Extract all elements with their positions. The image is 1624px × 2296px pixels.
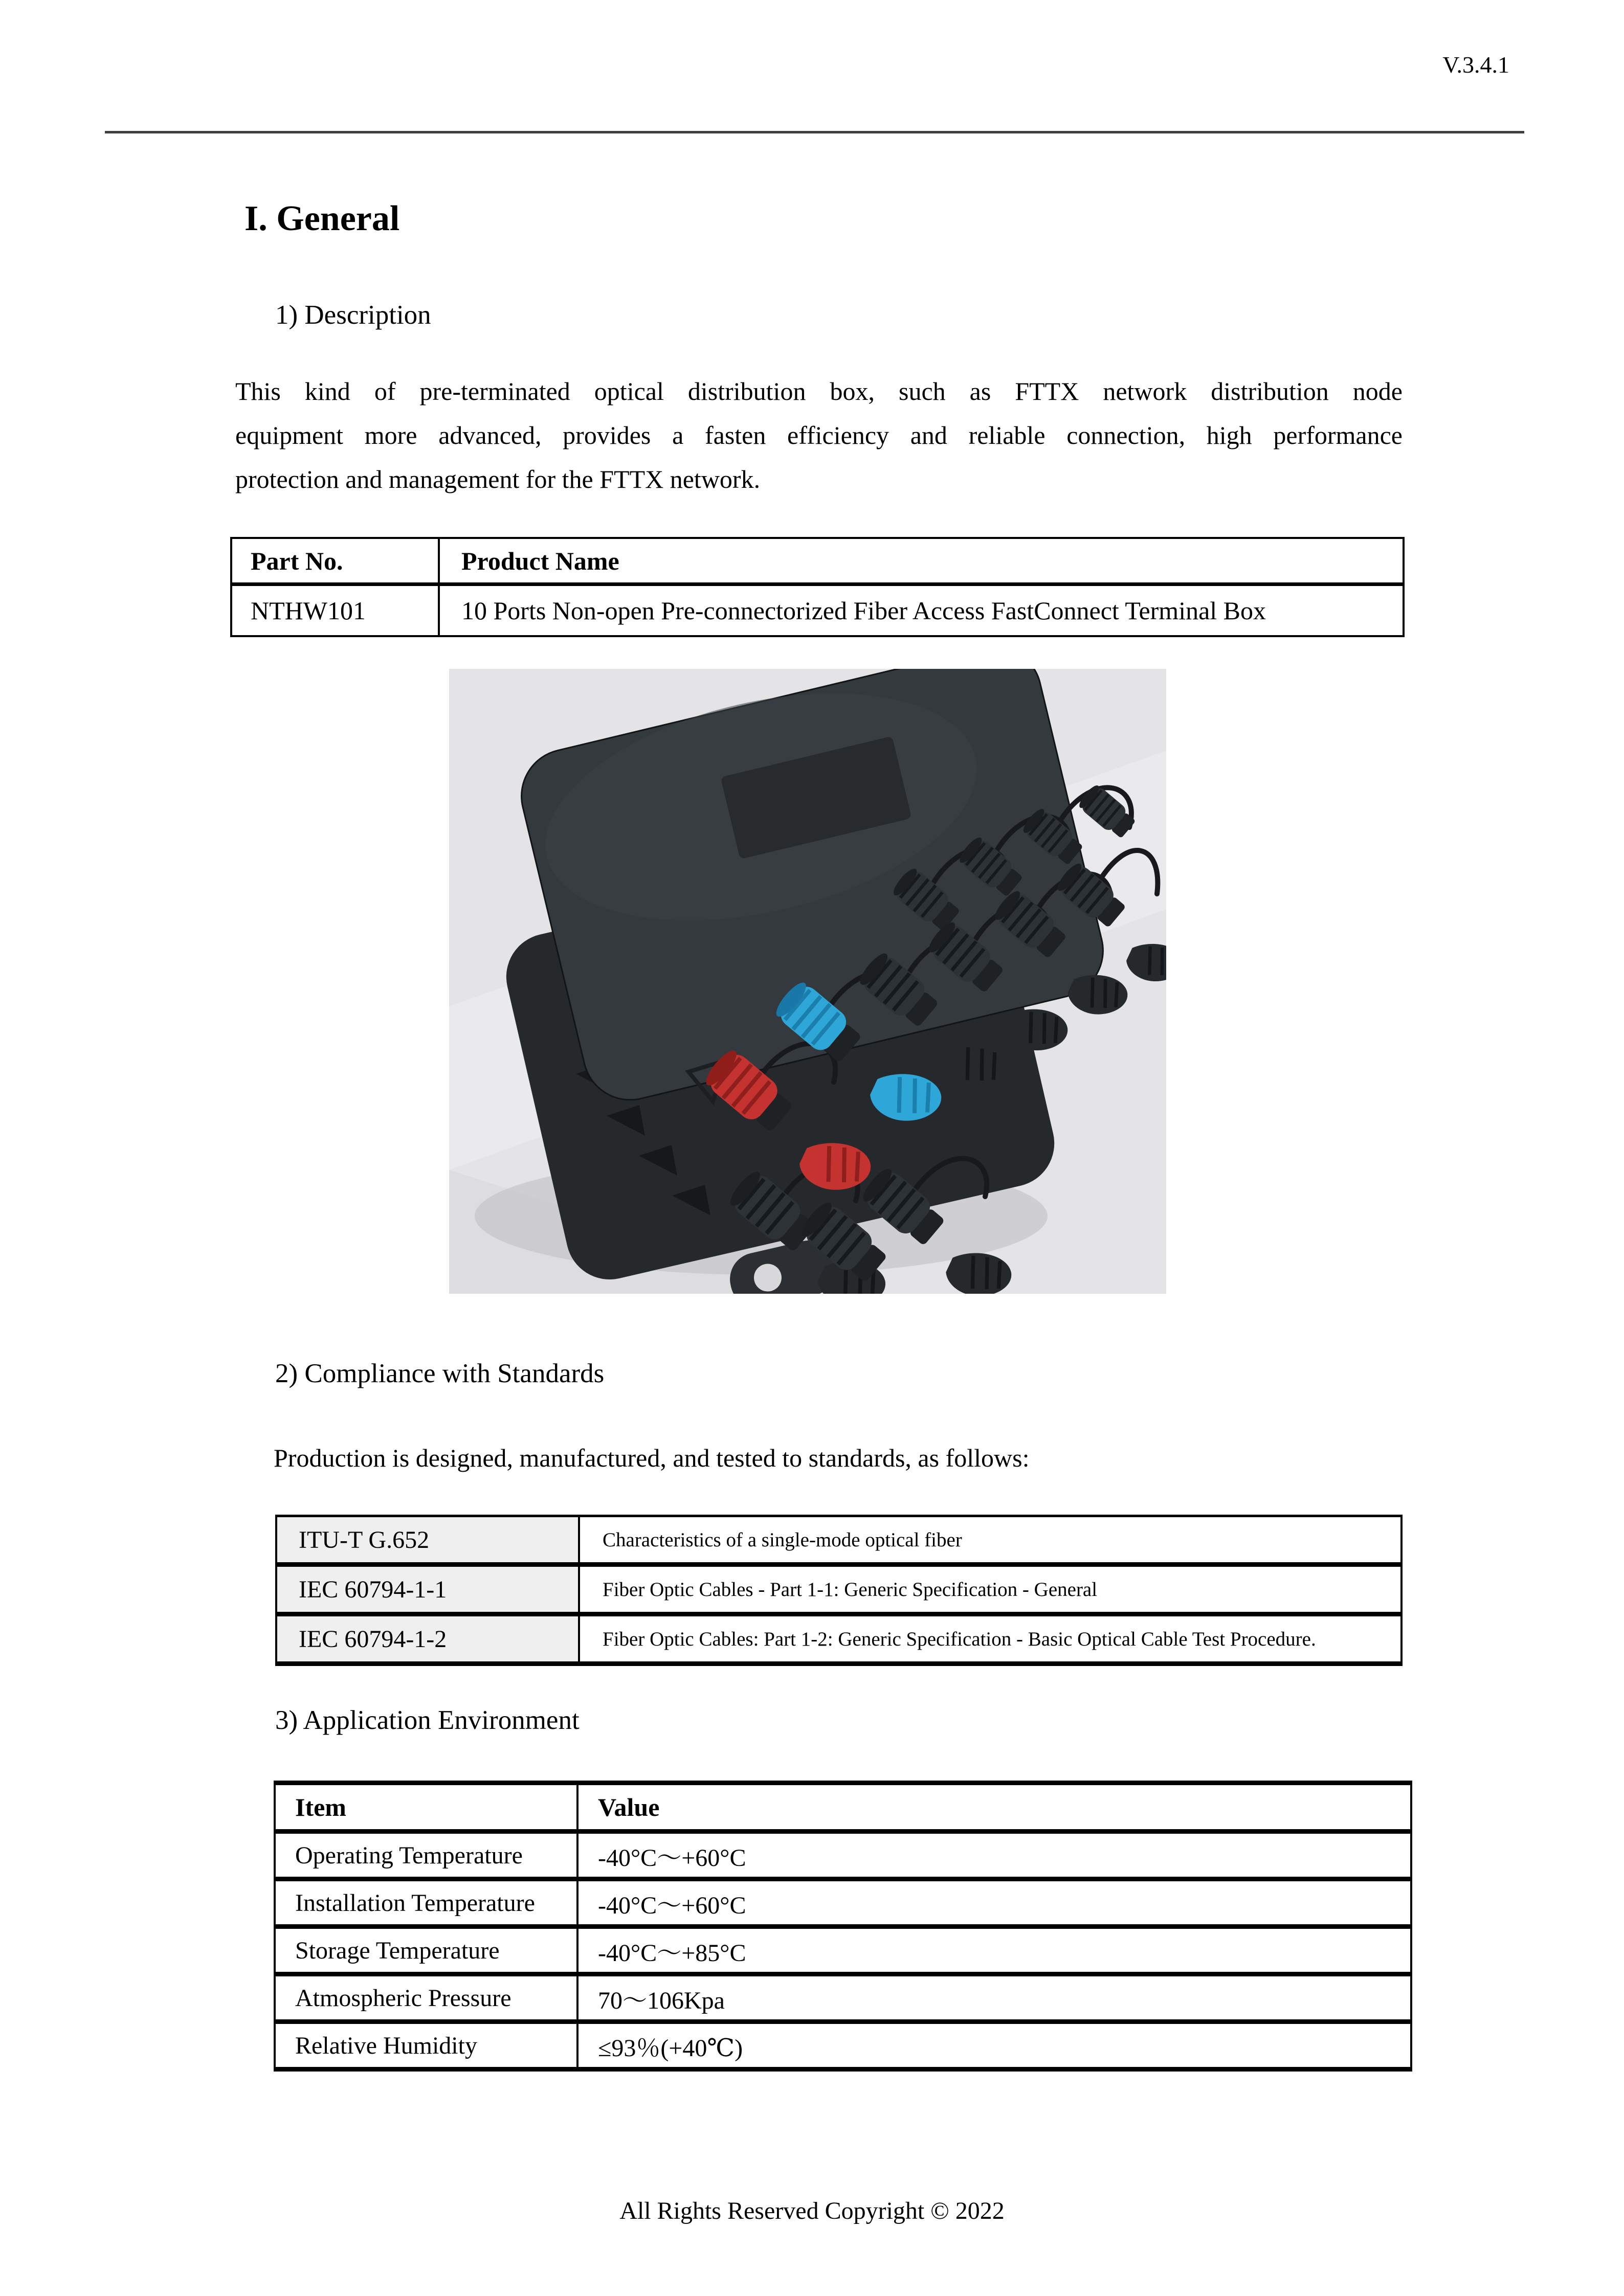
paragraph-line: equipment more advanced, provides a fasten efficiency and reliable connection, high performance bbox=[235, 421, 1403, 449]
standard-desc: Fiber Optic Cables - Part 1-1: Generic Specification - General bbox=[579, 1565, 1401, 1614]
standard-desc: Fiber Optic Cables: Part 1-2: Generic Specification - Basic Optical Cable Test Procedure. bbox=[579, 1614, 1401, 1664]
description-paragraph bbox=[235, 369, 1403, 501]
product-photo-figure bbox=[449, 669, 1166, 1294]
env-value: -40°C～+60°C bbox=[577, 1879, 1411, 1927]
compliance-heading: 2) Compliance with Standards bbox=[275, 1359, 605, 1388]
value-header: Value bbox=[577, 1783, 1411, 1832]
env-value: 70～106Kpa bbox=[577, 1974, 1411, 2022]
compliance-intro: Production is designed, manufactured, and tested to standards, as follows: bbox=[274, 1444, 1030, 1472]
env-value: ≤93％(+40℃) bbox=[577, 2022, 1411, 2069]
table-header-row bbox=[231, 538, 1404, 584]
env-value: -40°C～+85°C bbox=[577, 1927, 1411, 1974]
env-item: Storage Temperature bbox=[275, 1927, 577, 1974]
table-row bbox=[275, 1879, 1411, 1927]
product-table bbox=[230, 537, 1405, 637]
standard-code: IEC 60794-1-1 bbox=[276, 1565, 579, 1614]
table-header-row bbox=[275, 1783, 1411, 1832]
paragraph-line: This kind of pre-terminated optical distribution box, such as FTTX network distribution node bbox=[235, 377, 1403, 406]
product-photo bbox=[449, 669, 1166, 1294]
part-no-header: Part No. bbox=[231, 538, 439, 584]
description-heading: 1) Description bbox=[275, 300, 431, 330]
env-value: -40°C～+60°C bbox=[577, 1832, 1411, 1879]
env-item: Installation Temperature bbox=[275, 1879, 577, 1927]
table-row bbox=[276, 1565, 1401, 1614]
header-rule bbox=[105, 131, 1524, 133]
table-row bbox=[275, 1974, 1411, 2022]
paragraph-line: protection and management for the FTTX network. bbox=[235, 465, 761, 493]
copyright-footer: All Rights Reserved Copyright © 2022 bbox=[619, 2197, 1005, 2224]
part-no-cell: NTHW101 bbox=[231, 584, 439, 637]
environment-table bbox=[274, 1781, 1412, 2072]
table-row bbox=[276, 1516, 1401, 1565]
version-label: V.3.4.1 bbox=[1442, 52, 1509, 78]
product-name-cell: 10 Ports Non-open Pre-connectorized Fiber Access FastConnect Terminal Box bbox=[439, 584, 1404, 637]
environment-heading: 3) Application Environment bbox=[275, 1705, 580, 1735]
table-row bbox=[231, 584, 1404, 637]
table-row bbox=[275, 2022, 1411, 2069]
item-header: Item bbox=[275, 1783, 577, 1832]
env-item: Relative Humidity bbox=[275, 2022, 577, 2069]
section-title: I. General bbox=[244, 199, 400, 238]
standard-desc: Characteristics of a single-mode optical fiber bbox=[579, 1516, 1401, 1565]
env-item: Operating Temperature bbox=[275, 1832, 577, 1879]
table-row bbox=[275, 1927, 1411, 1974]
standard-code: ITU-T G.652 bbox=[276, 1516, 579, 1565]
standards-table bbox=[275, 1515, 1403, 1666]
product-name-header: Product Name bbox=[439, 538, 1404, 584]
standard-code: IEC 60794-1-2 bbox=[276, 1614, 579, 1664]
table-row bbox=[276, 1614, 1401, 1664]
env-item: Atmospheric Pressure bbox=[275, 1974, 577, 2022]
table-row bbox=[275, 1832, 1411, 1879]
